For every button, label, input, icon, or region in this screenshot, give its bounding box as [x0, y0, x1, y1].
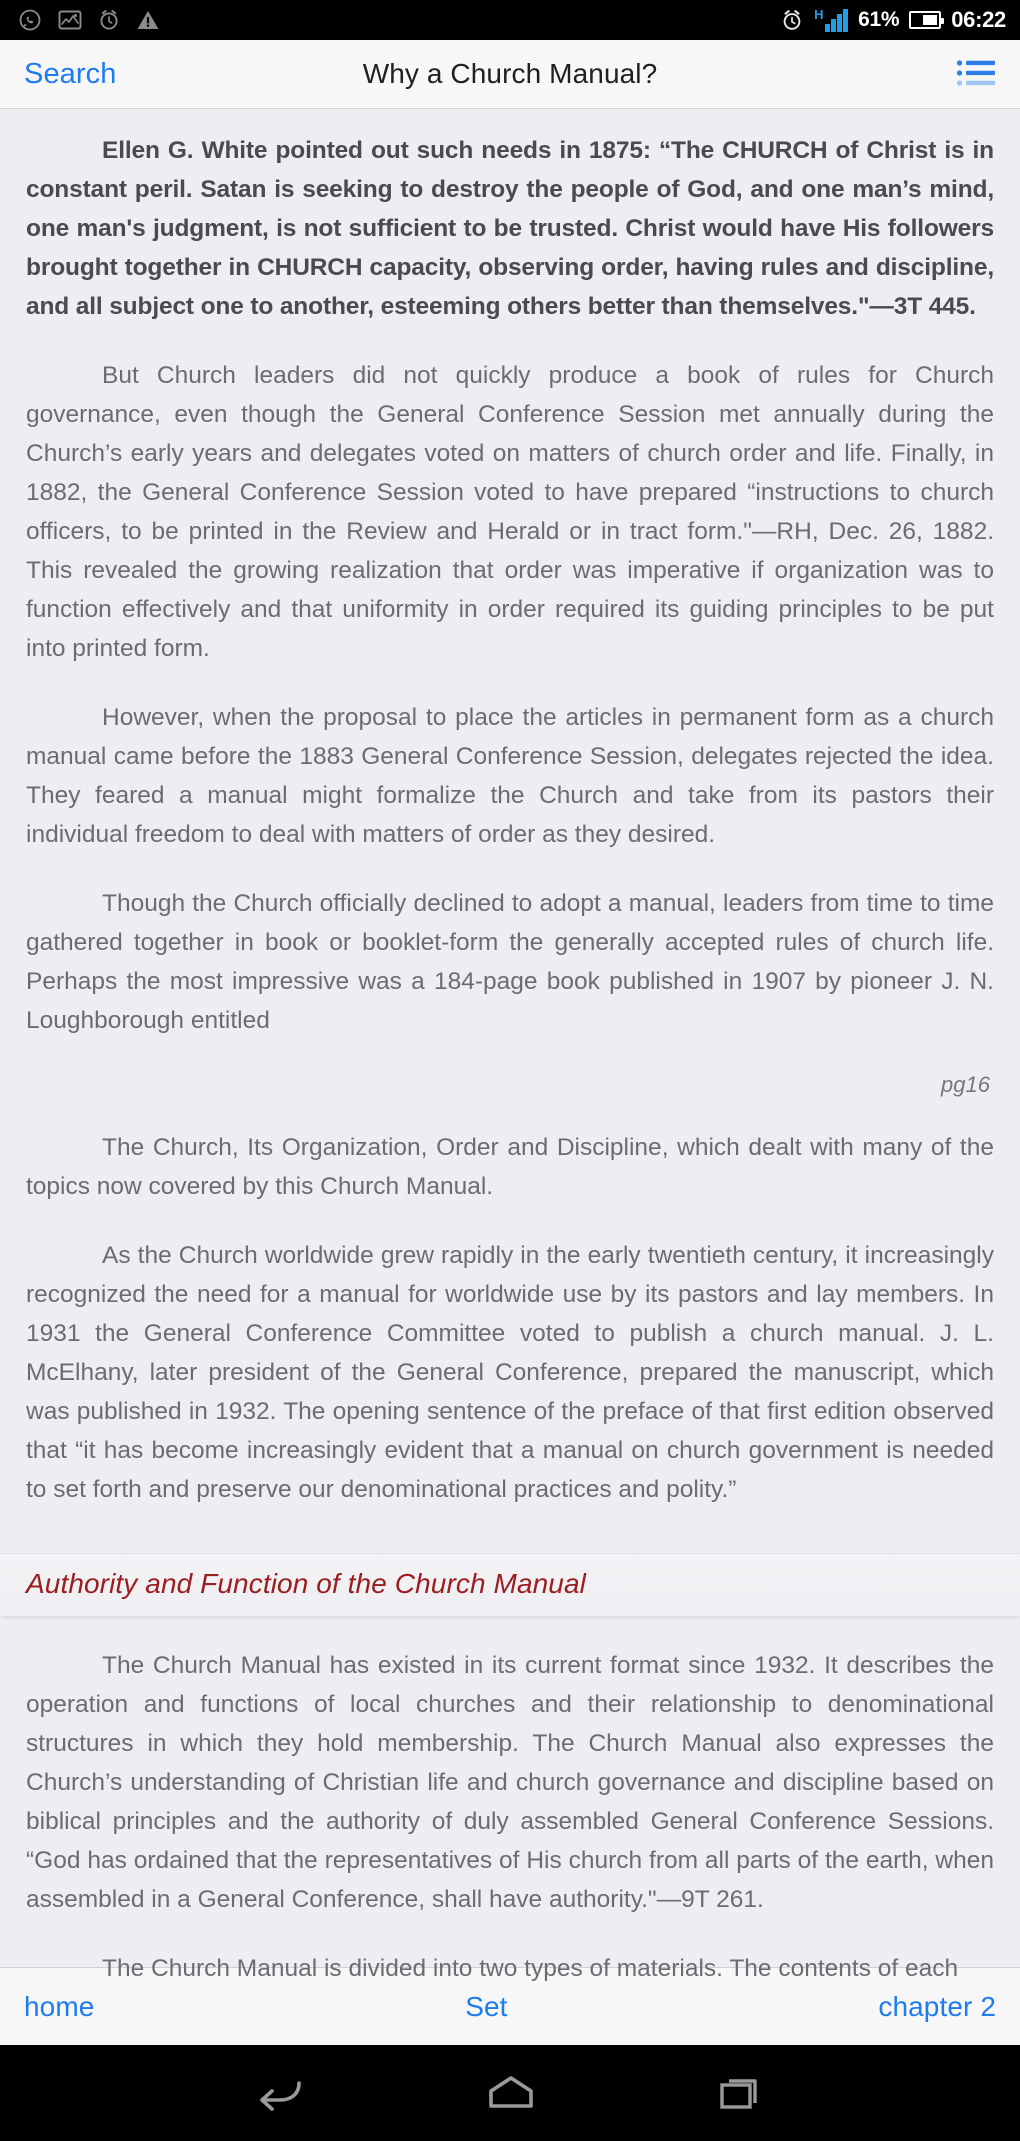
paragraph-church-manual-existed: The Church Manual has existed in its current format since 1932. It describes the operation and functions of local churches and their relationship to denominational structures in which they hold membership. The Church Manual also expresses the Church’s understanding of Christian life and church governance and discipline based on biblical principles and the authority of duly assembled General Conference Sessions. “God has ordained that the representatives of His church from all parts of the earth, when assembled in a General Conference, shall have authority."—9T 261.: [26, 1652, 994, 1913]
chapter-button[interactable]: chapter 2: [878, 1990, 996, 2022]
paragraph-though-declined: Though the Church officially declined to adopt a manual, leaders from time to time gathered together in book or booklet-form the generally accepted rules of church life. Perhaps the most impressive was a 184-page book published in 1907 by pioneer J. N. Loughborough entitled: [26, 890, 994, 1034]
search-button[interactable]: Search: [24, 57, 117, 90]
app-top-bar: [0, 40, 1020, 109]
signal-strength-icon: [814, 6, 848, 32]
signal-bar-3: [837, 14, 842, 32]
warning-icon: [136, 9, 160, 31]
paragraph-the-church-its-organization: The Church, Its Organization, Order and Discipline, which dealt with many of the topics now covered by this Church Manual.: [26, 1134, 994, 1200]
status-bar-system-icons: [780, 7, 1006, 33]
signal-bar-4: [843, 9, 848, 32]
photo-icon: [58, 9, 82, 31]
network-type-label: H: [814, 6, 824, 22]
reader-content[interactable]: [0, 109, 1020, 1967]
battery-percent-label: 61%: [858, 8, 900, 31]
home-button[interactable]: home: [24, 1990, 95, 2022]
page-marker: pg16: [941, 1072, 990, 1097]
home-icon[interactable]: [485, 2073, 537, 2113]
signal-bar-2: [831, 19, 836, 32]
android-navigation-bar: [0, 2045, 1020, 2141]
paragraph-church-leaders: But Church leaders did not quickly produce a book of rules for Church governance, even though the General Conference Session met annually during the Church’s early years and delegates voted on matters of church order and life. Finally, in 1882, the General Conference Session voted to have prepared “instructions to church officers, to be printed in the Review and Herald or in tract form."—RH, Dec. 26, 1882. This revealed the growing realization that order was imperative if organization was to function effectively and that uniformity in order required its guiding principles to be put into printed form.: [26, 362, 994, 662]
android-status-bar: [0, 0, 1020, 40]
set-button[interactable]: Set: [465, 1990, 508, 2022]
page-title: Why a Church Manual?: [362, 58, 658, 89]
alarm-clock-icon: [780, 8, 804, 32]
status-bar-notification-icons: [18, 8, 160, 32]
back-arrow-icon[interactable]: [255, 2073, 305, 2113]
section-heading-text: Authority and Function of the Church Manual: [26, 1568, 586, 1599]
paragraph-however-proposal: However, when the proposal to place the articles in permanent form as a church manual came before the 1883 General Conference Session, delegates rejected the idea. They feared a manual might formalize the Church and take from its pastors their individual freedom to deal with matters of order as they desired.: [26, 704, 994, 848]
paragraph-clipped-next: [26, 1949, 994, 1967]
whatsapp-icon: [18, 8, 42, 32]
recent-apps-icon[interactable]: [717, 2073, 765, 2113]
status-bar-clock: 06:22: [951, 7, 1006, 32]
alarm-icon: [98, 8, 120, 32]
battery-icon: [909, 11, 941, 29]
paragraph-ellen-white: Ellen G. White pointed out such needs in 1875: “The CHURCH of Christ is in constant peril. Satan is seeking to destroy the people of God, and one man’s mind, one man's judgment, is not sufficient to be trusted. Christ would have His followers brought together in CHURCH capacity, observing order, having rules and discipline, and all subject one to another, esteeming others better than themselves."—3T 445.: [26, 137, 994, 320]
paragraph-as-church-worldwide: As the Church worldwide grew rapidly in the early twentieth century, it increasingly recognized the need for a manual for worldwide use by its pastors and lay members. In 1931 the General Conference Committee voted to publish a church manual. J. L. McElhany, later president of the General Conference, prepared the manuscript, which was published in 1932. The opening sentence of the preface of that first edition observed that “it has become increasingly evident that a manual on church government is needed to set forth and preserve our denominational practices and polity.”: [26, 1242, 994, 1503]
battery-fill: [923, 15, 938, 25]
signal-bar-1: [825, 24, 830, 32]
section-heading-card: [0, 1553, 1020, 1616]
list-menu-icon[interactable]: [956, 58, 996, 90]
